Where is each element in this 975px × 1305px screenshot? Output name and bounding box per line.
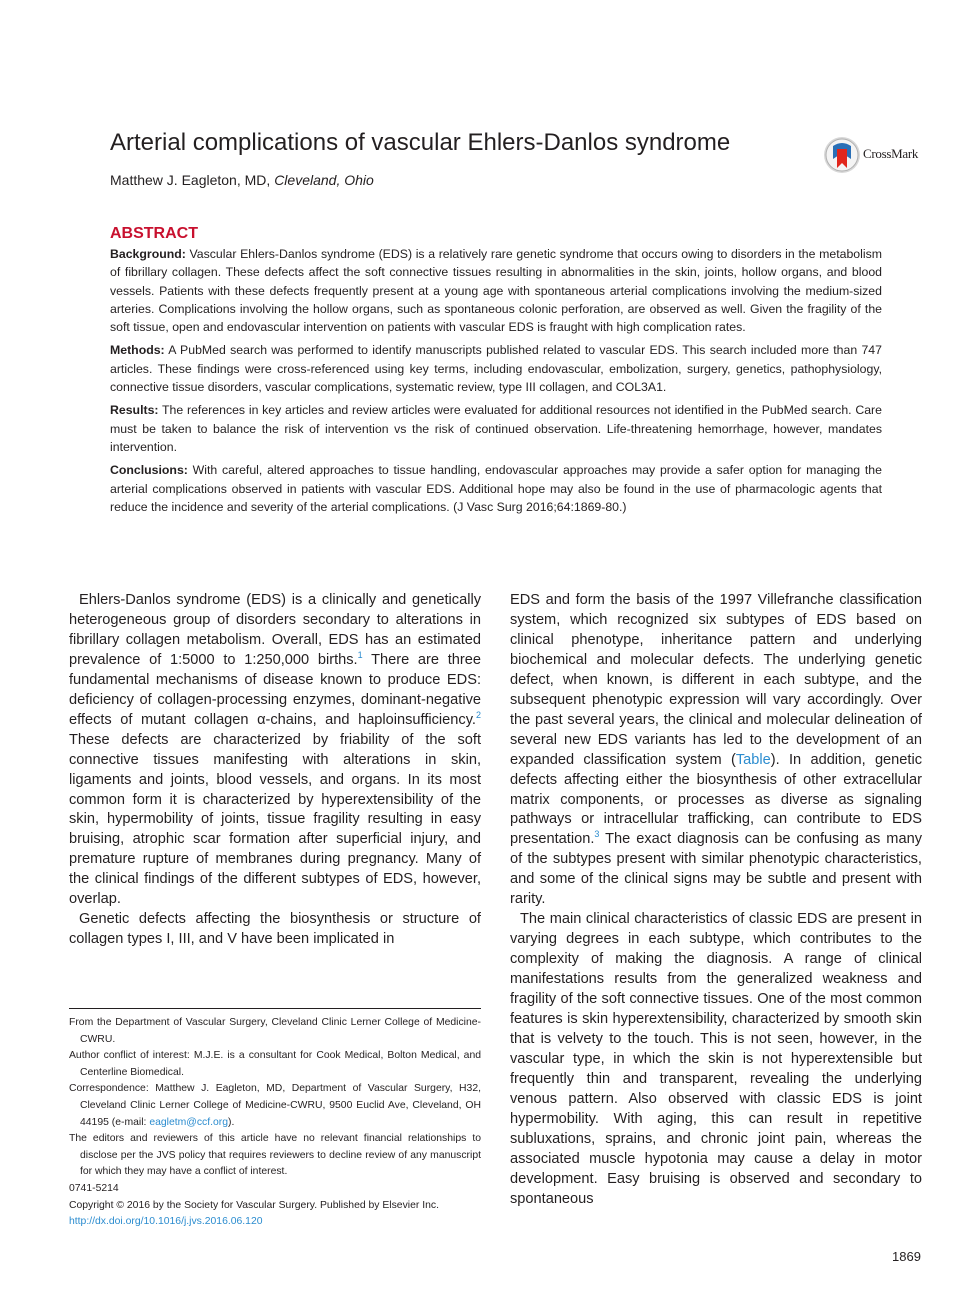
body-column-right	[510, 591, 922, 1210]
body-paragraph	[69, 591, 481, 910]
article-title: Arterial complications of vascular Ehlers-Danlos syndrome	[110, 129, 731, 156]
methods-text: A PubMed search was performed to identify manuscripts published related to vascular EDS. This search included more than 747 articles. These findings were cross-referenced using key terms, including endovascular, embolization, surgery, genetics, pathophysiology, connective tissue disorders, vascular complications, systematic review, type III collagen, and COL3A1.	[110, 343, 882, 395]
crossmark-badge[interactable]	[823, 136, 928, 174]
table-link[interactable]: Table	[735, 751, 771, 768]
body-paragraph: The main clinical characteristics of classic EDS are present in varying degrees in each subtype, which contributes to the complexity of making the diagnosis. A range of clinical manifestations results from the generalized weakness and fragility of the soft connective tissues. One of the most common features is skin hyperextensibility, characterized by smooth skin that is velvety to the touch. This is not seen, however, in the vascular type, in which the skin is not hyperextensible but frequently thin and transparent, revealing the underlying venous pattern. Also observed with classic EDS is joint hypermobility. With aging, this can result in repetitive subluxations, sprains, and chronic joint pain, whereas the associated muscle hypotonia may cause a delay in motor development. Easy bruising is observed and secondary to spontaneous	[510, 911, 922, 1207]
reference-link[interactable]: 3	[594, 829, 600, 840]
results-label: Results:	[110, 403, 159, 418]
body-text: The exact diagnosis can be confusing as many of the subtypes present with similar phenotypic characteristics, and some of the clinical signs may be subtle and present with rarity.	[510, 831, 922, 908]
conclusions-text: With careful, altered approaches to tissue handling, endovascular approaches may provide a safer option for managing the arterial complications observed in patients with vascular EDS. Additional hope may also be found in the use of pharmacologic agents that reduce the incidence and severity of the arterial complications. (J Vasc Surg 2016;64:1869-80.)	[110, 463, 882, 514]
footnote-department: From the Department of Vascular Surgery, Cleveland Clinic Lerner College of Medicine-CWRU.	[69, 1017, 481, 1045]
doi-link[interactable]: http://dx.doi.org/10.1016/j.jvs.2016.06.120	[69, 1216, 263, 1228]
email-link[interactable]: eagletm@ccf.org	[149, 1116, 229, 1128]
abstract-methods	[110, 341, 882, 396]
footnote-conflict: Author conflict of interest: M.J.E. is a consultant for Cook Medical, Bolton Medical, and Centerline Biomedical.	[69, 1050, 481, 1078]
footnote-editors: The editors and reviewers of this article have no relevant financial relationships to disclose per the JVS policy that requires reviewers to decline review of any manuscript for which they may have a conflict of interest.	[69, 1133, 481, 1178]
abstract-heading: ABSTRACT	[110, 225, 198, 242]
body-text: There are three fundamental mechanisms of disease known to produce EDS: deficiency of collagen-processing enzymes, dominant-negative effects of mutant collagen α-chains, and haploinsufficiency.	[69, 651, 482, 728]
background-label: Background:	[110, 247, 186, 261]
conclusions-label: Conclusions:	[110, 463, 188, 478]
abstract-results	[110, 401, 882, 456]
body-column-left	[69, 591, 481, 950]
reference-link[interactable]: 1	[357, 650, 363, 660]
methods-label: Methods:	[110, 343, 165, 358]
footnotes	[69, 1015, 481, 1231]
correspondence-end: ).	[228, 1116, 235, 1128]
footnote-copyright: Copyright © 2016 by the Society for Vascular Surgery. Published by Elsevier Inc.	[69, 1199, 439, 1211]
footnote-correspondence	[69, 1081, 481, 1131]
body-paragraph: Genetic defects affecting the biosynthesis or structure of collagen types I, III, and V have been implicated in	[69, 911, 481, 948]
author-name: Matthew J. Eagleton, MD,	[110, 172, 271, 188]
abstract-conclusions	[110, 461, 882, 516]
correspondence-text: Correspondence: Matthew J. Eagleton, MD, Department of Vascular Surgery, H32, Cleveland Clinic Lerner College of Medicine-CWRU, 9500 Euclid Ave, Cleveland, OH 44195 (e-mail:	[69, 1083, 481, 1128]
body-text: These defects are characterized by friability of the soft connective tissues manifesting with alterations in skin, ligaments and joints, blood vessels, and organs. In its most common form it is characterized by hyperextensibility of the skin, hypermobility of joints, tissue fragility resulting in easy bruising, atrophic scar formation after superficial injury, and premature rupture of membranes during pregnancy. Many of the clinical findings of the different subtypes of EDS, however, overlap.	[69, 731, 481, 908]
author-line	[110, 170, 374, 190]
background-text: Vascular Ehlers-Danlos syndrome (EDS) is a relatively rare genetic syndrome that occurs owing to disorders in the metabolism of fibrillary collagen. These defects affect the soft connective tissues resulting in abnormalities in the skin, joints, hollow organs, and blood vessels. Patients with these defects frequently present at a young age with spontaneous arterial complications involving the medium-sized arteries. Complications involving the hollow organs, such as spontaneous colonic perforation, are observed as well. Given the fragility of the soft tissue, open and endovascular intervention on patients with vascular EDS is fraught with high complication rates.	[110, 247, 883, 335]
reference-link[interactable]: 2	[475, 709, 481, 720]
footnote-divider	[69, 1008, 481, 1009]
abstract-background	[110, 245, 882, 336]
results-text: The references in key articles and review articles were evaluated for additional resources not identified in the PubMed search. Care must be taken to balance the risk of intervention vs the risk of continued observation. Life-threatening hemorrhage, however, mandates intervention.	[110, 403, 882, 454]
crossmark-label: CrossMark	[863, 146, 919, 161]
body-text: Ehlers-Danlos syndrome (EDS) is a clinically and genetically heterogeneous group of disorders secondary to alterations in fibrillary collagen metabolism. Overall, EDS has an estimated prevalence of 1:5000 to 1:250,000 births.	[69, 592, 481, 668]
author-location: Cleveland, Ohio	[274, 172, 374, 188]
abstract	[110, 224, 882, 521]
footnote-issn: 0741-5214	[69, 1182, 119, 1194]
body-text: EDS and form the basis of the 1997 Villefranche classification system, which recognized six subtypes of EDS based on clinical phenotype, inheritance pattern and underlying biochemical and molecular defects. The underlying genetic defect, when known, is different in each subtype, and the subsequent phenotypic expression will vary accordingly. Over the past several years, the clinical and molecular delineation of several new EDS variants has led to the development of an expanded classification system (	[510, 592, 922, 768]
crossmark-icon	[823, 136, 861, 174]
body-text: ). In addition, genetic defects affecting either the biosynthesis of other extracellular matrix components, or processes as diverse as signaling pathways or intracellular trafficking, can contribute to EDS presentation.	[510, 751, 922, 848]
page-number: 1869	[892, 1249, 921, 1264]
body-paragraph	[510, 591, 922, 910]
